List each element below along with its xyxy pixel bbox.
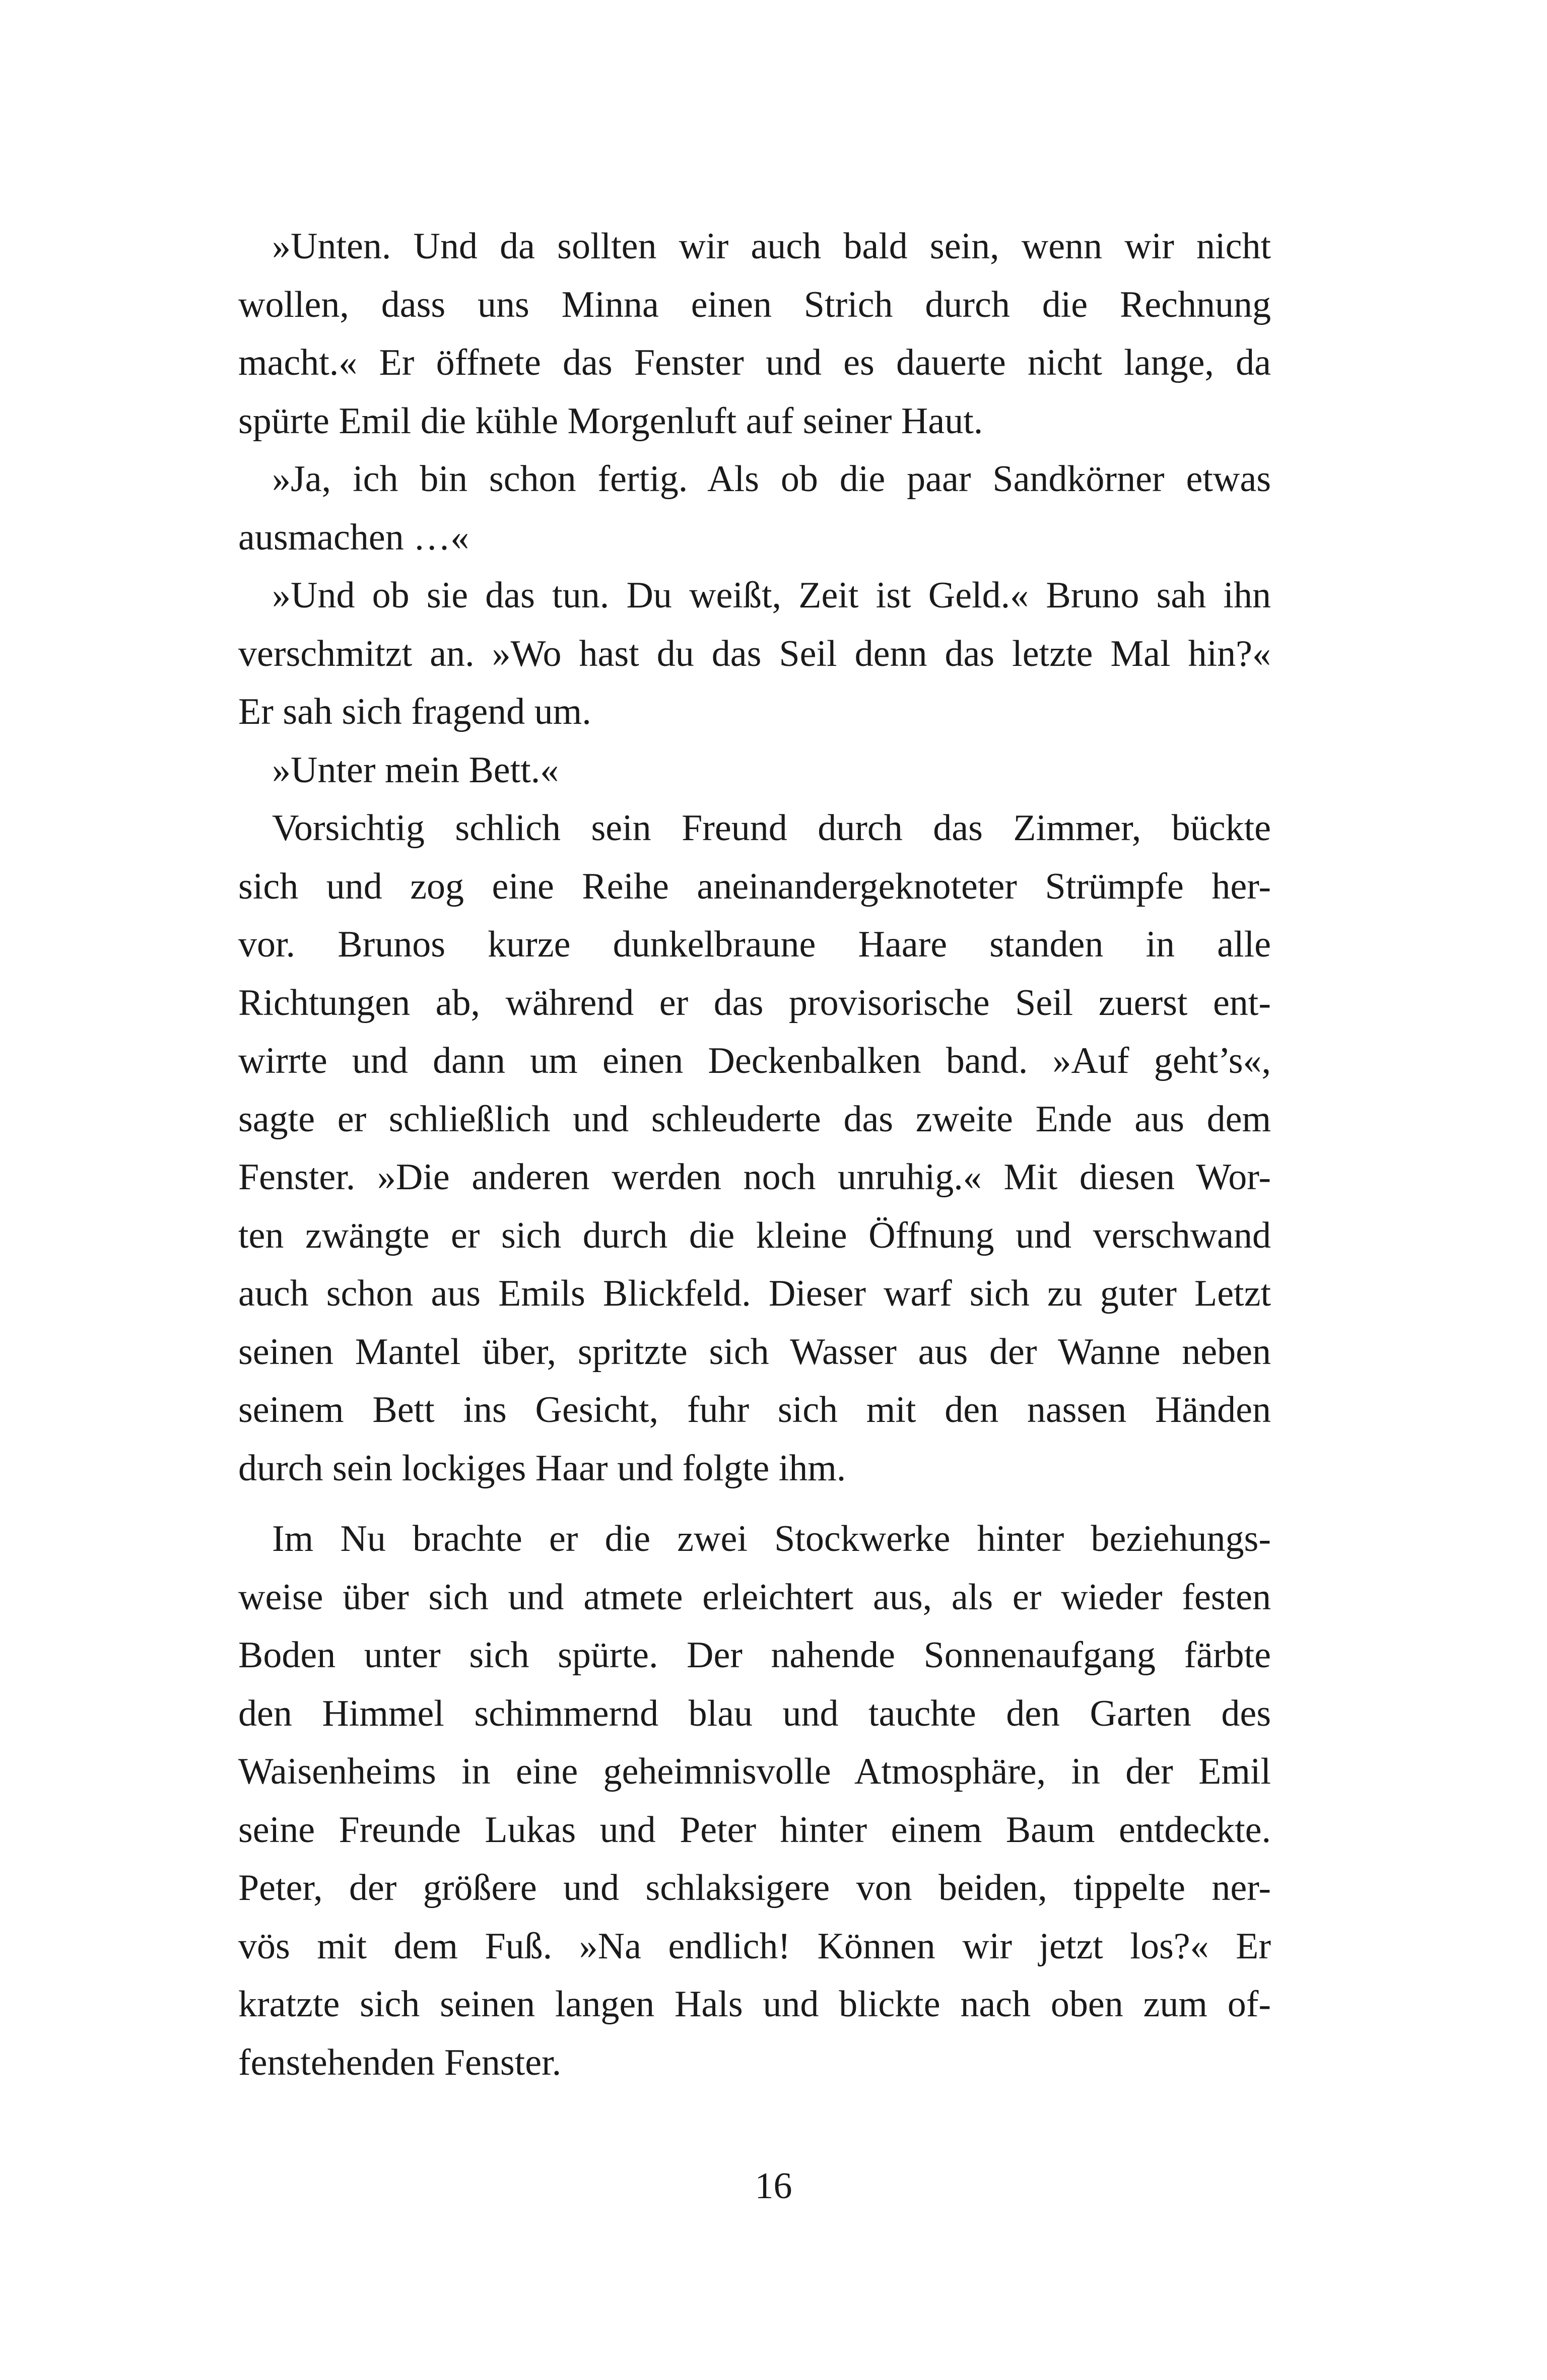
text-line: ten zwängte er sich durch die kleine Öffnung und verschwand bbox=[238, 1214, 1271, 1256]
text-line: sagte er schließlich und schleuderte das zweite Ende aus dem bbox=[238, 1098, 1271, 1140]
paragraph-4 bbox=[238, 741, 1271, 800]
text-line: Fenster. »Die anderen werden noch unruhig.« Mit diesen Wor- bbox=[238, 1157, 1271, 1198]
text-line: ausmachen …« bbox=[238, 516, 469, 558]
text-line: auch schon aus Emils Blickfeld. Dieser warf sich zu guter Letzt bbox=[238, 1273, 1271, 1314]
text-line: Waisenheims in eine geheimnisvolle Atmosphäre, in der Emil bbox=[238, 1751, 1271, 1792]
text-line: den Himmel schimmernd blau und tauchte den Garten des bbox=[238, 1692, 1271, 1734]
text-line: vor. Brunos kurze dunkelbraune Haare standen in alle bbox=[238, 924, 1271, 965]
text-line: Richtungen ab, während er das provisorische Seil zuerst ent- bbox=[238, 982, 1271, 1024]
paragraph-5 bbox=[238, 799, 1271, 1498]
text-line: durch sein lockiges Haar und folgte ihm. bbox=[238, 1447, 846, 1489]
text-line: »Ja, ich bin schon fertig. Als ob die paar Sandkörner etwas bbox=[272, 458, 1271, 500]
text-line: Vorsichtig schlich sein Freund durch das Zimmer, bückte bbox=[272, 807, 1271, 849]
text-line: verschmitzt an. »Wo hast du das Seil denn das letzte Mal hin?« bbox=[238, 633, 1271, 674]
text-line: weise über sich und atmete erleichtert aus, als er wieder festen bbox=[238, 1576, 1271, 1618]
text-line: »Und ob sie das tun. Du weißt, Zeit ist Geld.« Bruno sah ihn bbox=[272, 575, 1271, 616]
text-line: wirrte und dann um einen Deckenbalken band. »Auf geht’s«, bbox=[238, 1040, 1271, 1081]
body-text bbox=[238, 218, 1271, 2092]
text-line: seinen Mantel über, spritzte sich Wasser aus der Wanne neben bbox=[238, 1331, 1271, 1373]
text-line: »Unter mein Bett.« bbox=[272, 749, 559, 791]
text-line: kratzte sich seinen langen Hals und blickte nach oben zum of- bbox=[238, 1984, 1271, 2025]
text-line: Peter, der größere und schlaksigere von beiden, tippelte ner- bbox=[238, 1867, 1271, 1909]
text-line: »Unten. Und da sollten wir auch bald sein, wenn wir nicht bbox=[272, 226, 1271, 267]
text-line: spürte Emil die kühle Morgenluft auf seiner Haut. bbox=[238, 400, 983, 442]
text-line: Er sah sich fragend um. bbox=[238, 691, 591, 732]
text-line: seine Freunde Lukas und Peter hinter einem Baum entdeckte. bbox=[238, 1809, 1271, 1851]
paragraph-2 bbox=[238, 450, 1271, 567]
text-line: Im Nu brachte er die zwei Stockwerke hinter beziehungs- bbox=[272, 1518, 1271, 1559]
text-line: fenstehenden Fenster. bbox=[238, 2042, 562, 2083]
text-line: macht.« Er öffnete das Fenster und es dauerte nicht lange, da bbox=[238, 342, 1271, 383]
page-number: 16 bbox=[755, 2165, 792, 2207]
text-line: sich und zog eine Reihe aneinandergeknoteter Strümpfe her- bbox=[238, 865, 1271, 907]
paragraph-3 bbox=[238, 567, 1271, 741]
text-line: wollen, dass uns Minna einen Strich durch die Rechnung bbox=[238, 284, 1271, 325]
paragraph-1 bbox=[238, 218, 1271, 450]
paragraph-6 bbox=[238, 1510, 1271, 2092]
text-line: Boden unter sich spürte. Der nahende Sonnenaufgang färbte bbox=[238, 1635, 1271, 1676]
text-line: vös mit dem Fuß. »Na endlich! Können wir jetzt los?« Er bbox=[238, 1925, 1271, 1967]
text-line: seinem Bett ins Gesicht, fuhr sich mit den nassen Händen bbox=[238, 1389, 1271, 1431]
